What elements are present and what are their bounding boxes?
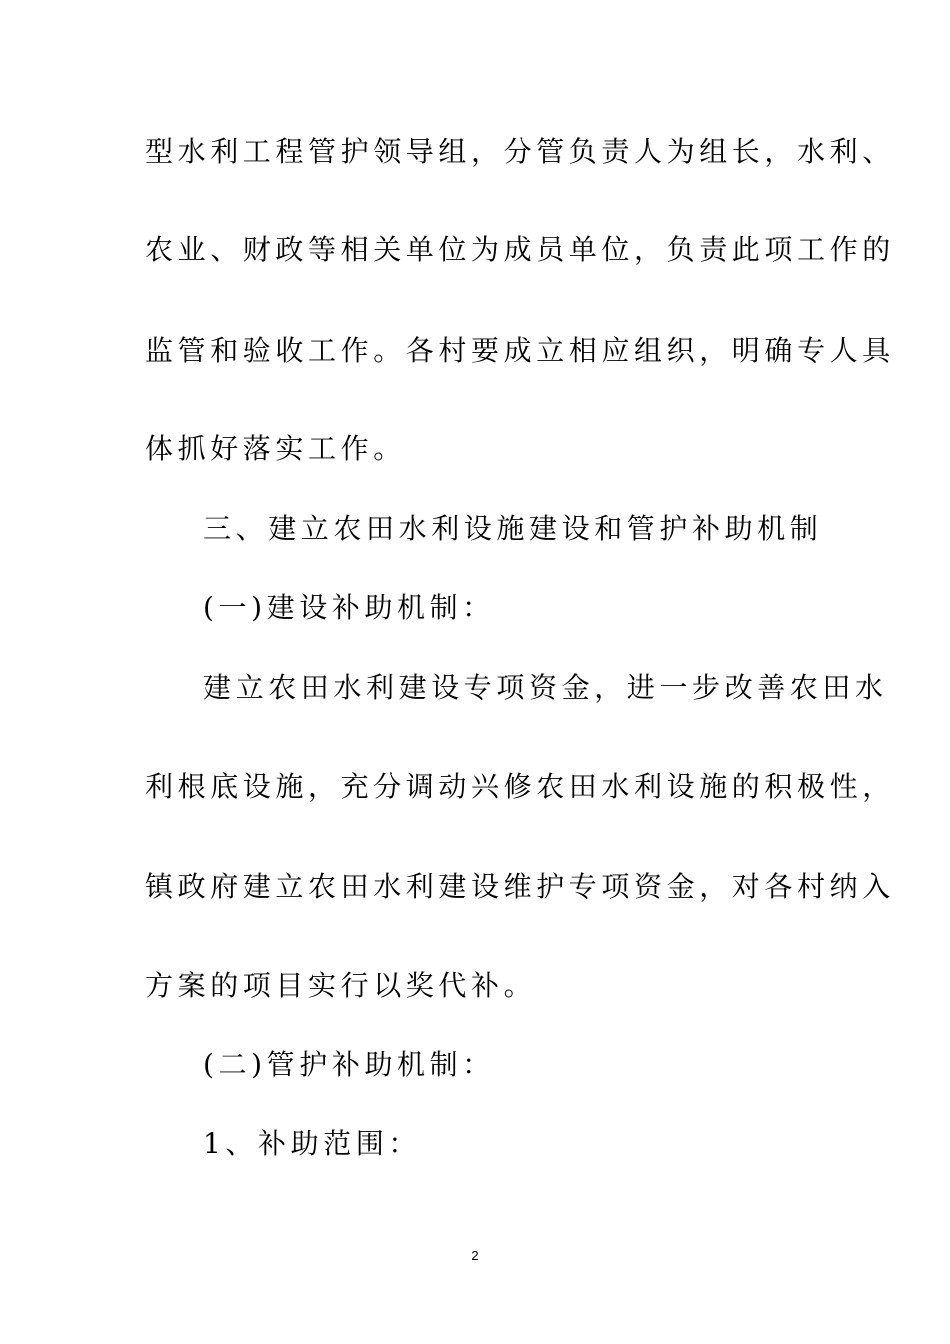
paragraph-line-5: 建立农田水利建设专项资金，进一步改善农田水: [203, 671, 888, 704]
paragraph-line-3: 监管和验收工作。各村要成立相应组织，明确专人具: [145, 334, 895, 367]
paragraph-line-7: 镇政府建立农田水利建设维护专项资金，对各村纳入: [145, 870, 895, 903]
paragraph-line-6: 利根底设施，充分调动兴修农田水利设施的积极性，: [145, 770, 895, 803]
subheading-maintenance-subsidy: (二)管护补助机制：: [203, 1048, 495, 1081]
section-heading-3: 三、建立农田水利设施建设和管护补助机制: [203, 512, 823, 545]
subheading-construction-subsidy: (一)建设补助机制：: [203, 591, 495, 624]
paragraph-line-4: 体抓好落实工作。: [145, 432, 406, 465]
paragraph-line-2: 农业、财政等相关单位为成员单位，负责此项工作的: [145, 233, 895, 266]
paragraph-line-1: 型水利工程管护领导组，分管负责人为组长，水利、: [145, 135, 895, 168]
page-number: 2: [471, 1248, 479, 1263]
paragraph-line-8: 方案的项目实行以奖代补。: [145, 969, 537, 1002]
list-item-subsidy-scope: 1、补助范围：: [203, 1127, 422, 1160]
